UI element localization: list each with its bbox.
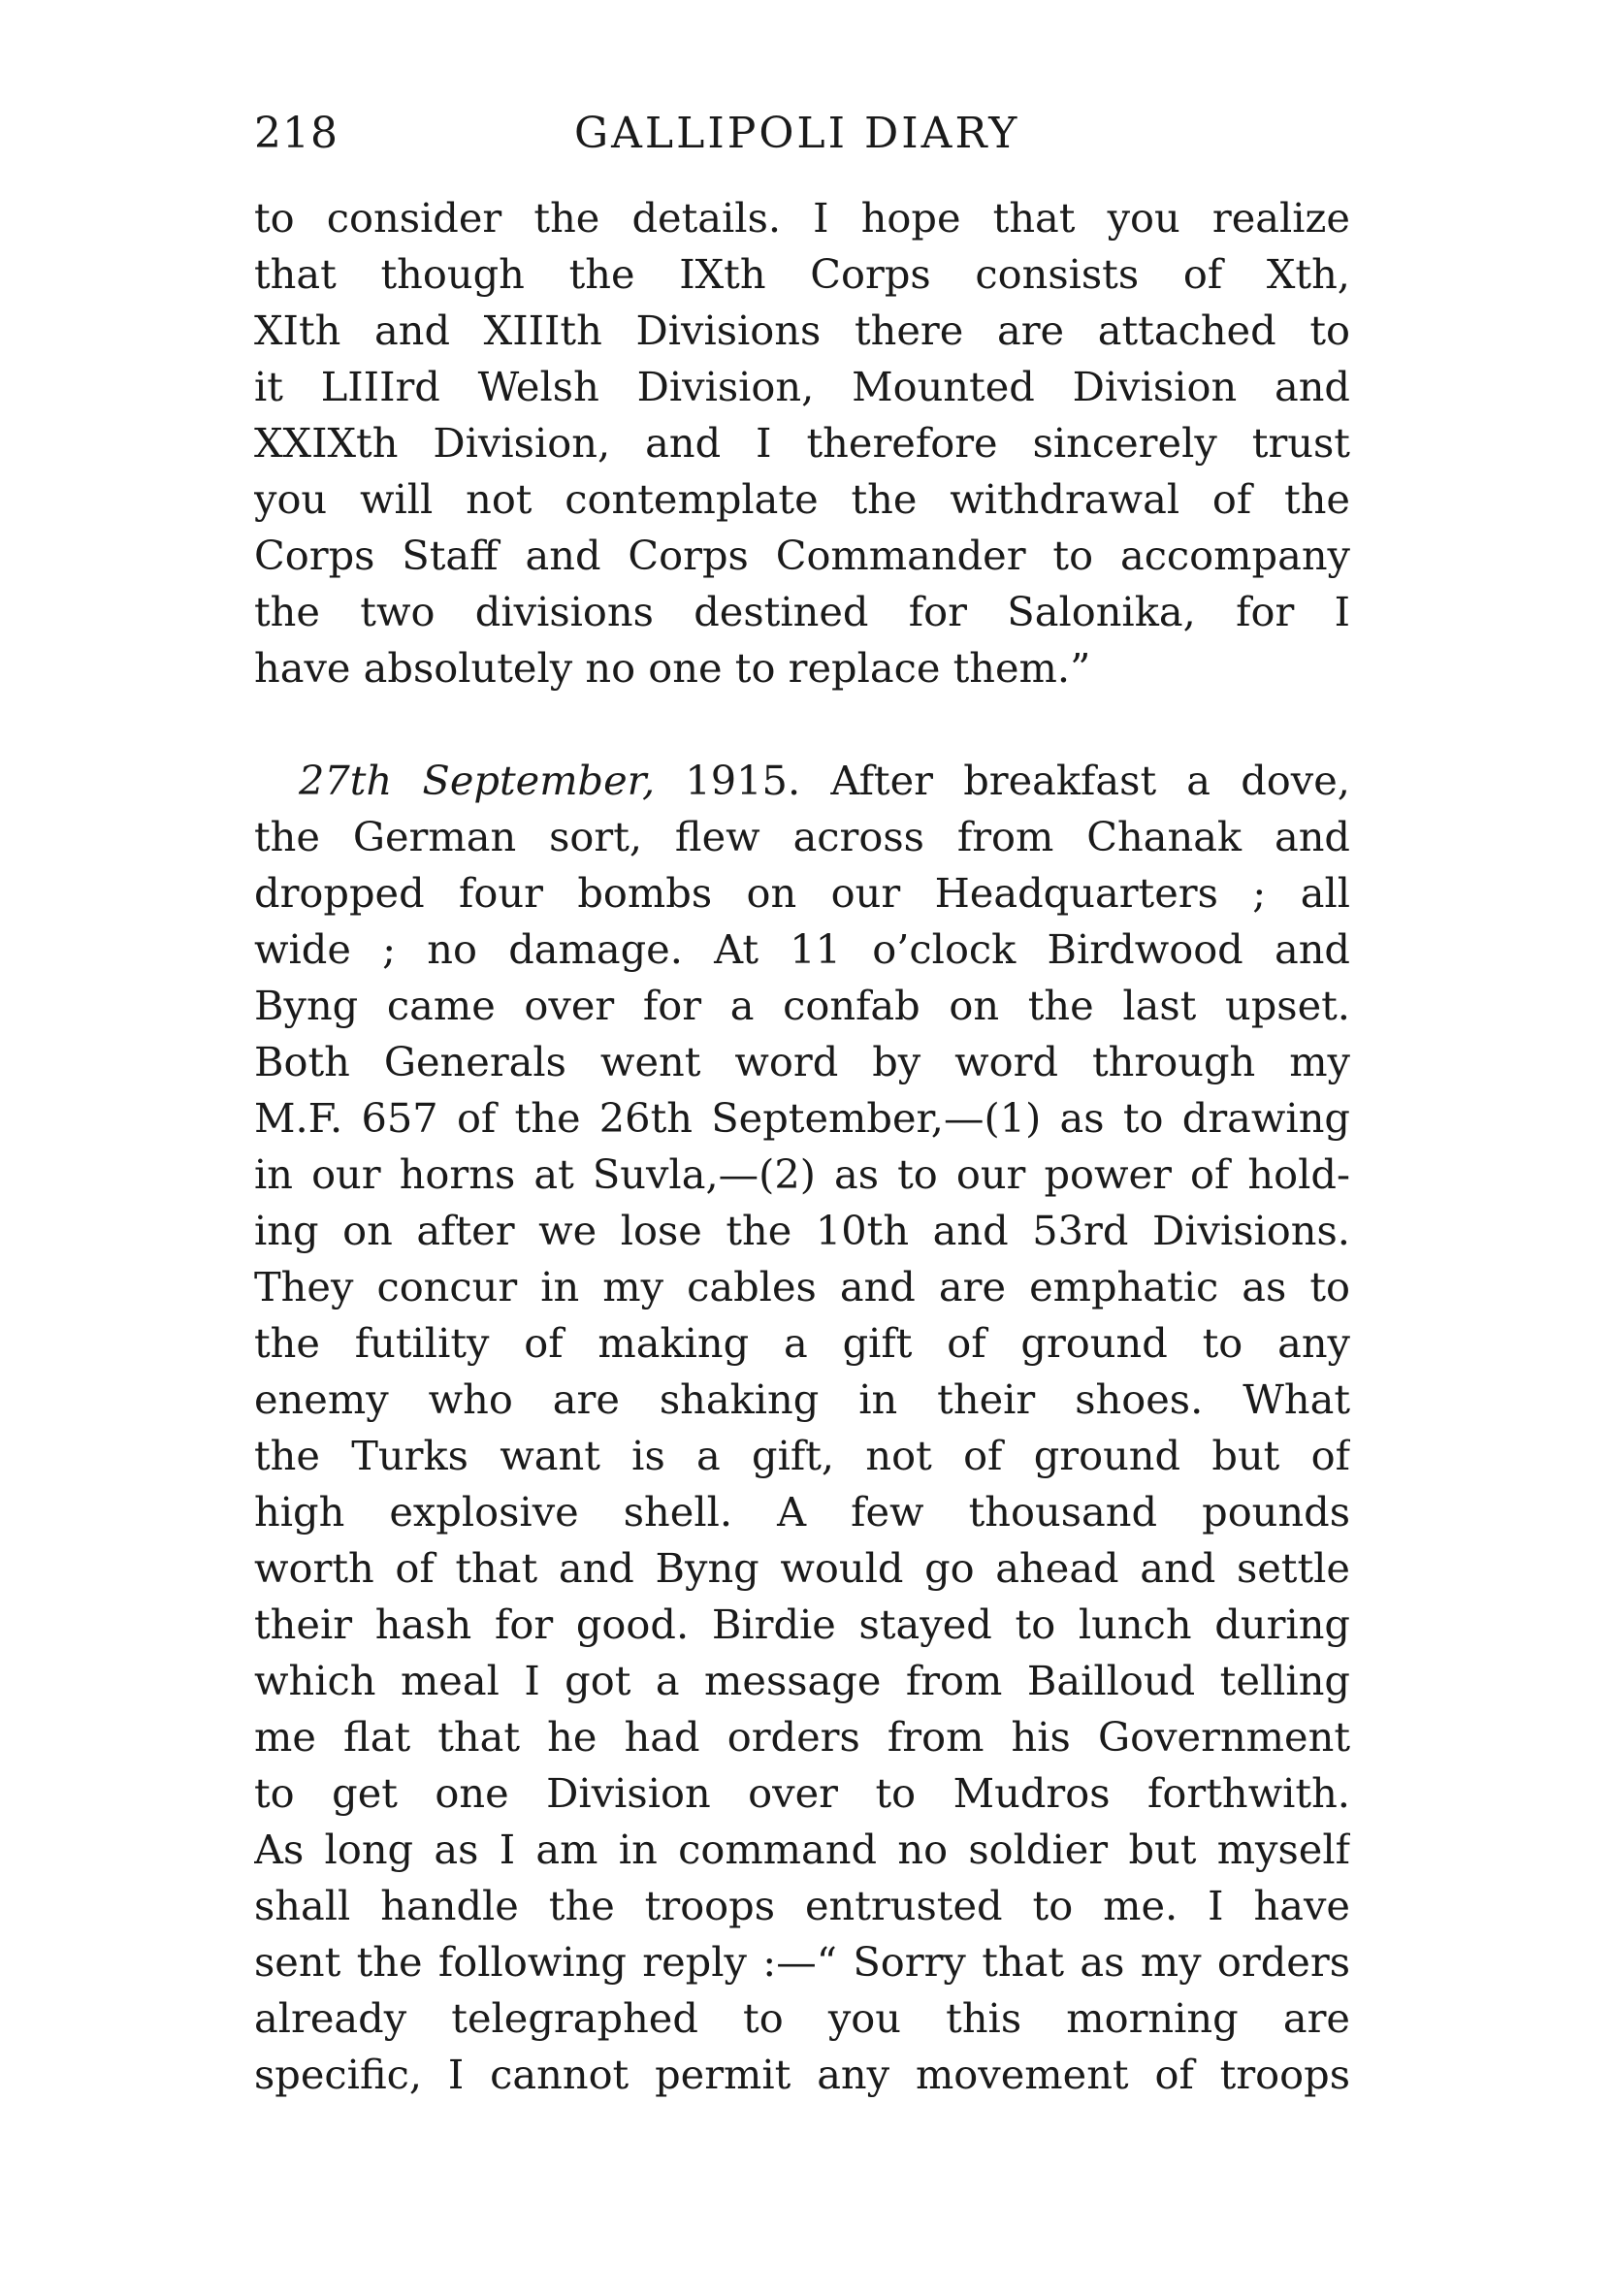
text-line: you will not contemplate the withdrawal of the <box>254 475 1350 523</box>
text-line: already telegraphed to you this morning are <box>254 1994 1350 2042</box>
text-line: the Turks want is a gift, not of ground but of <box>254 1432 1350 1479</box>
diary-entry <box>254 753 1350 2103</box>
text-line: me flat that he had orders from his Government <box>254 1713 1350 1761</box>
entry-first-line-text: 1915. After breakfast a dove, <box>655 757 1350 804</box>
text-line: their hash for good. Birdie stayed to lunch during <box>254 1601 1350 1648</box>
running-title: GALLIPOLI DIARY <box>574 109 1020 158</box>
text-line: specific, I cannot permit any movement of troops <box>254 2051 1350 2098</box>
text-line: As long as I am in command no soldier but myself <box>254 1826 1350 1873</box>
entry-first-line <box>254 753 1350 809</box>
page-number: 218 <box>254 109 339 158</box>
text-line: worth of that and Byng would go ahead and settle <box>254 1544 1350 1592</box>
text-line: Byng came over for a confab on the last upset. <box>254 982 1350 1029</box>
page-header <box>254 109 1350 167</box>
text-line: the futility of making a gift of ground to any <box>254 1319 1350 1367</box>
text-line: wide ; no damage. At 11 o’clock Birdwood and <box>254 925 1350 973</box>
text-line: They concur in my cables and are emphatic as to <box>254 1263 1350 1310</box>
text-line: shall handle the troops entrusted to me. I have <box>254 1882 1350 1929</box>
text-line: the German sort, flew across from Chanak and <box>254 813 1350 860</box>
entry-date: 27th September, <box>299 757 656 804</box>
text-line: in our horns at Suvla,—(2) as to our power of hold- <box>254 1150 1350 1198</box>
text-line: Both Generals went word by word through my <box>254 1038 1350 1085</box>
text-line: which meal I got a message from Bailloud telling <box>254 1657 1350 1704</box>
text-line: to consider the details. I hope that you realize <box>254 194 1350 242</box>
text-line: the two divisions destined for Salonika, for I <box>254 588 1350 635</box>
text-line: XIth and XIIIth Divisions there are attached to <box>254 307 1350 354</box>
text-line: dropped four bombs on our Headquarters ; all <box>254 869 1350 917</box>
text-line: high explosive shell. A few thousand pounds <box>254 1488 1350 1536</box>
text-line: ing on after we lose the 10th and 53rd Divisions. <box>254 1207 1350 1254</box>
paragraph-gap <box>254 696 1350 753</box>
text-line: sent the following reply :—“ Sorry that as my orders <box>254 1938 1350 1986</box>
text-line: XXIXth Division, and I therefore sincerely trust <box>254 419 1350 467</box>
text-line: have absolutely no one to replace them.” <box>254 644 1091 692</box>
text-line: enemy who are shaking in their shoes. What <box>254 1375 1350 1423</box>
paragraph-continuation <box>254 190 1350 696</box>
text-line: to get one Division over to Mudros forthwith. <box>254 1769 1350 1817</box>
body-text <box>254 190 1350 2103</box>
text-line: M.F. 657 of the 26th September,—(1) as to drawing <box>254 1094 1350 1142</box>
text-line: it LIIIrd Welsh Division, Mounted Division and <box>254 363 1350 410</box>
text-line: that though the IXth Corps consists of Xth, <box>254 250 1350 298</box>
text-line: Corps Staff and Corps Commander to accompany <box>254 532 1350 579</box>
